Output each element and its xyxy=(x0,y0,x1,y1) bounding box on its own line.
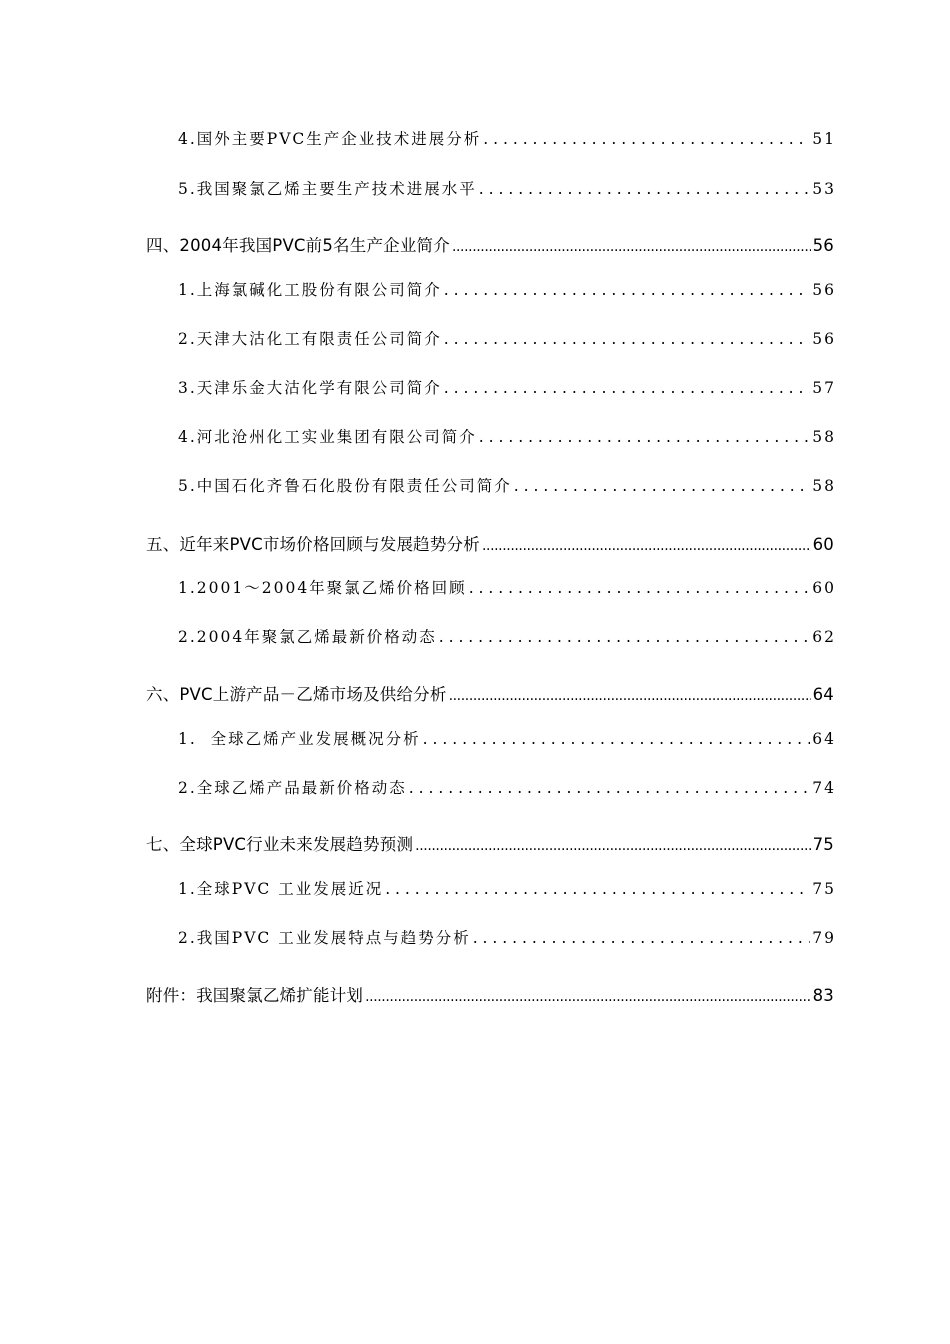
dot-leader xyxy=(385,880,810,898)
toc-entry[interactable] xyxy=(178,425,834,447)
toc-entry[interactable] xyxy=(178,576,834,598)
toc-section-entry[interactable] xyxy=(146,232,834,256)
toc-page-number: 62 xyxy=(812,628,836,646)
dot-leader xyxy=(469,579,811,597)
toc-entry-title: 2.我国PVC 工业发展特点与趋势分析 xyxy=(178,929,471,947)
toc-entry-title: 2.2004年聚氯乙烯最新价格动态 xyxy=(178,628,437,646)
dot-leader xyxy=(479,428,810,446)
toc-page-number: 75 xyxy=(812,835,834,854)
toc-page-number: 75 xyxy=(812,880,836,898)
dot-leader xyxy=(444,379,810,397)
toc-page-number: 53 xyxy=(812,180,836,198)
dot-leader xyxy=(444,281,810,299)
dot-leader xyxy=(444,330,810,348)
dot-leader xyxy=(514,477,810,495)
toc-page-number: 56 xyxy=(812,236,834,255)
toc-section-title: 七、全球PVC行业未来发展趋势预测 xyxy=(146,835,414,854)
toc-entry-title: 3.天津乐金大沽化学有限公司简介 xyxy=(178,379,442,397)
dot-leader xyxy=(415,838,810,854)
toc-page-number: 74 xyxy=(812,779,836,797)
dot-leader xyxy=(452,239,811,255)
toc-entry[interactable] xyxy=(178,376,834,398)
toc-page-number: 83 xyxy=(812,986,834,1005)
toc-page-number: 64 xyxy=(812,685,834,704)
dot-leader xyxy=(473,929,811,947)
toc-section-title: 五、近年来PVC市场价格回顾与发展趋势分析 xyxy=(146,535,480,554)
toc-entry-title: 2.全球乙烯产品最新价格动态 xyxy=(178,779,407,797)
toc-section-entry[interactable] xyxy=(146,831,834,855)
toc-page-number: 58 xyxy=(812,477,836,495)
toc-page-number: 60 xyxy=(812,579,836,597)
toc-entry[interactable] xyxy=(178,625,834,647)
toc-entry-title: 4.国外主要PVC生产企业技术进展分析 xyxy=(178,130,482,148)
toc-page-number: 79 xyxy=(812,929,836,947)
toc-section-title: 四、2004年我国PVC前5名生产企业简介 xyxy=(146,236,450,255)
dot-leader xyxy=(479,180,810,198)
toc-page-number: 57 xyxy=(812,379,836,397)
toc-entry-title: 1.上海氯碱化工股份有限公司简介 xyxy=(178,281,442,299)
dot-leader xyxy=(423,730,811,748)
toc-page-number: 60 xyxy=(812,535,834,554)
toc-entry-title: 5.中国石化齐鲁石化股份有限责任公司简介 xyxy=(178,477,512,495)
toc-entry[interactable] xyxy=(178,727,834,749)
toc-entry[interactable] xyxy=(178,474,834,496)
toc-entry[interactable] xyxy=(178,776,834,798)
toc-entry-title: 1.全球PVC 工业发展近况 xyxy=(178,880,384,898)
toc-page-number: 51 xyxy=(812,130,836,148)
toc-entry-title: 1.2001～2004年聚氯乙烯价格回顾 xyxy=(178,579,467,597)
toc-entry[interactable] xyxy=(178,327,834,349)
toc-entry[interactable] xyxy=(178,877,834,899)
toc-entry[interactable] xyxy=(178,926,834,948)
toc-page-number: 56 xyxy=(812,281,836,299)
toc-section-title: 附件：我国聚氯乙烯扩能计划 xyxy=(146,986,364,1005)
dot-leader xyxy=(439,628,811,646)
toc-section-title: 六、PVC上游产品－乙烯市场及供给分析 xyxy=(146,685,447,704)
toc-page-number: 64 xyxy=(812,730,836,748)
toc-entry-title: 1. 全球乙烯产业发展概况分析 xyxy=(178,730,421,748)
dot-leader xyxy=(449,688,811,704)
toc-entry-title: 2.天津大沽化工有限责任公司简介 xyxy=(178,330,442,348)
toc-page-number: 56 xyxy=(812,330,836,348)
dot-leader xyxy=(482,538,811,554)
dot-leader xyxy=(483,130,810,148)
dot-leader xyxy=(409,779,810,797)
toc-entry-title: 4.河北沧州化工实业集团有限公司简介 xyxy=(178,428,477,446)
toc-section-entry[interactable] xyxy=(146,681,834,705)
toc-entry[interactable] xyxy=(178,127,834,149)
toc-entry[interactable] xyxy=(178,177,834,199)
toc-page-number: 58 xyxy=(812,428,836,446)
toc-entry-title: 5.我国聚氯乙烯主要生产技术进展水平 xyxy=(178,180,477,198)
toc-section-entry[interactable] xyxy=(146,531,834,555)
toc-section-entry[interactable] xyxy=(146,982,834,1006)
dot-leader xyxy=(365,989,810,1005)
toc-entry[interactable] xyxy=(178,278,834,300)
